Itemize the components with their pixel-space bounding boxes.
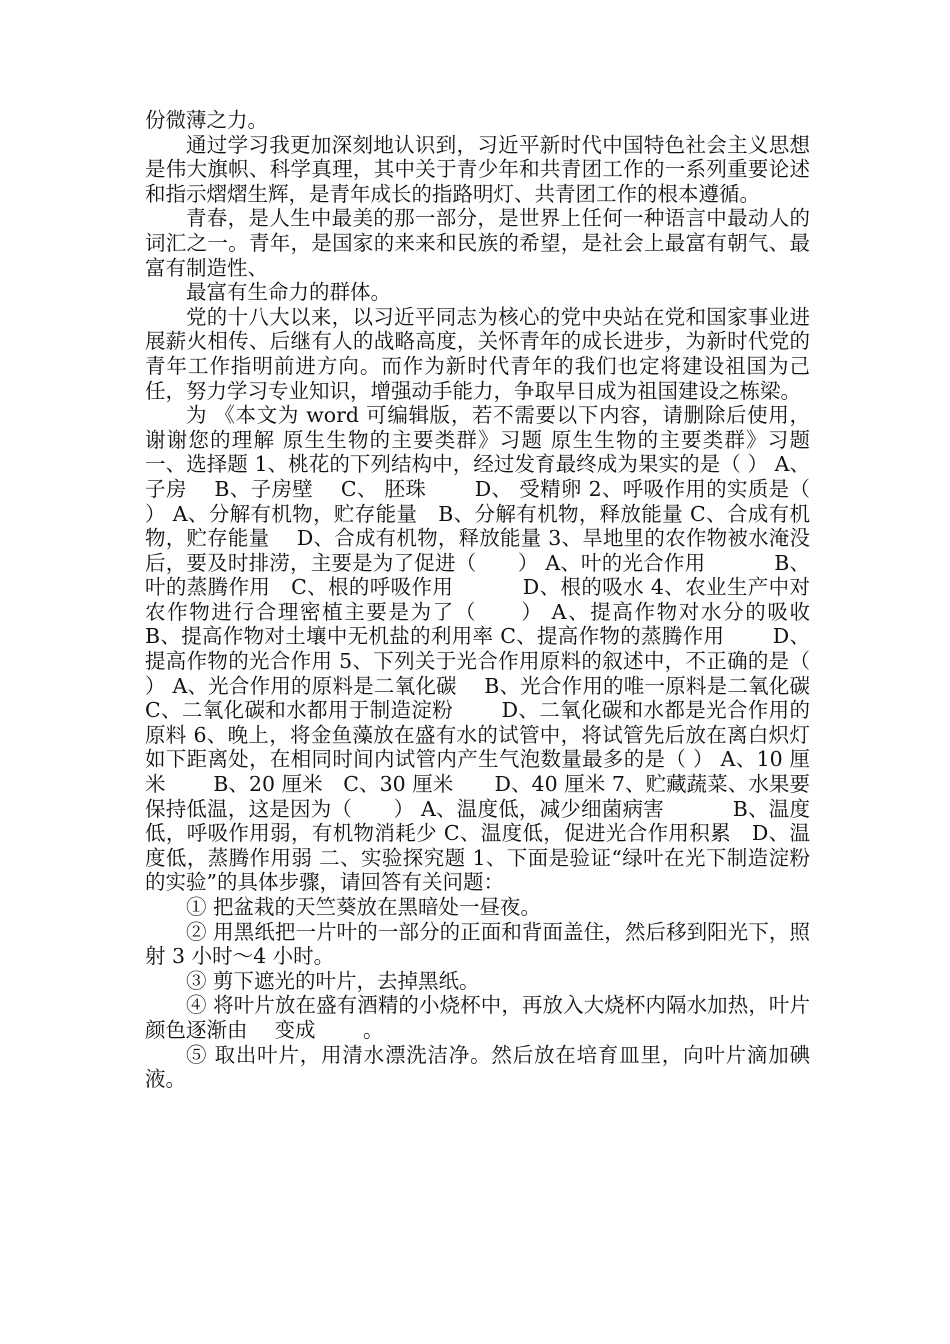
experiment-step-2: ② 用黑纸把一片叶的一部分的正面和背面盖住，然后移到阳光下，照射 3 小时～4 小时。 [145,919,810,969]
experiment-step-1: ① 把盆栽的天竺葵放在黑暗处一昼夜。 [186,895,542,919]
experiment-step-5: ⑤ 取出叶片，用清水漂洗洁净。然后放在培育皿里，向叶片滴加碘液。 [145,1042,810,1092]
paragraph-exercise-questions: 为 《本文为 word 可编辑版，若不需要以下内容，请删除后使用，谢谢您的理解 原生生物的主要类群》习题 原生生物的主要类群》习题 一、选择题 1、桃花的下列结构中，经过发育最终成为果实的是（ ） A、子房 B、子房壁 C、 胚珠 D、 受精卵 2、呼吸作用的实质是（ ） A、分解有机物，贮存能量 B、分解有机物，释放能量 C、合成有机物，贮存能量 D、合成有机物，释放能量 3、旱地里的农作物被水淹没后，要及时排涝，主要是为了促进（ ） A、叶的光合作用 B、叶的蒸腾作用 C、根的呼吸作用 D、根的吸水 4、农业生产中对农作物进行合理密植主要是为了（ ） A、提高作物对水分的吸收 B、提高作物对土壤中无机盐的利用率 C、提高作物的蒸腾作用 D、提高作物的光合作用 5、下列关于光合作用原料的叙述中，不正确的是（ ） A、光合作用的原料是二氧化碳 B、光合作用的唯一原料是二氧化碳 C、二氧化碳和水都用于制造淀粉 D、二氧化碳和水都是光合作用的原料 6、晚上，将金鱼藻放在盛有水的试管中，将试管先后放在离白炽灯如下距离处，在相同时间内试管内产生气泡数量最多的是（ ） A、10 厘米 B、20 厘米 C、30 厘米 D、40 厘米 7、贮藏蔬菜、水果要保持低温，这是因为（ ） A、温度低，减少细菌病害 B、温度低，呼吸作用弱，有机物消耗少 C、温度低，促进光合作用积累 D、温度低，蒸腾作用弱 二、实验探究题 1、下面是验证“绿叶在光下制造淀粉的实验”的具体步骤，请回答有关问题： [145,403,851,895]
document-page [145,108,851,1092]
paragraph-party-congress: 党的十八大以来，以习近平同志为核心的党中央站在党和国家事业进展薪火相传、后继有人的战略高度，关怀青年的成长进步，为新时代党的青年工作指明前进方向。而作为新时代青年的我们也定将建设祖国为己任，努力学习专业知识，增强动手能力，争取早日成为祖国建设之栋梁。 [145,304,810,403]
paragraph-study-insight: 通过学习我更加深刻地认识到，习近平新时代中国特色社会主义思想是伟大旗帜、科学真理，其中关于青少年和共青团工作的一系列重要论述和指示熠熠生辉，是青年成长的指路明灯、共青团工作的根本遵循。 [145,132,810,206]
experiment-step-4: ④ 将叶片放在盛有酒精的小烧杯中，再放入大烧杯内隔水加热，叶片颜色逐渐由 变成 。 [145,993,810,1042]
experiment-step-3: ③ 剪下遮光的叶片，去掉黑纸。 [186,968,480,993]
paragraph-youth: 青春，是人生中最美的那一部分，是世界上任何一种语言中最动人的词汇之一。青年，是国家的来来和民族的希望，是社会上最富有朝气、最富有制造性、 [145,206,810,280]
paragraph-youth-vitality: 最富有生命力的群体。 [186,280,391,305]
paragraph-continuation: 份微薄之力。 [145,108,268,132]
